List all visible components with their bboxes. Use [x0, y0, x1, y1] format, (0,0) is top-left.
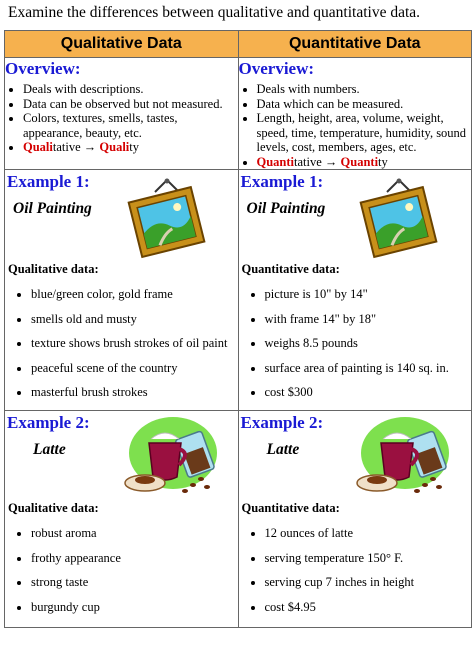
- latte-icon: [123, 413, 219, 497]
- list-item: • texture shows brush strokes of oil paint: [31, 331, 228, 356]
- example2-row: [5, 411, 472, 628]
- overview-title: Overview:: [238, 59, 315, 78]
- list-item: • blue/green color, gold frame: [31, 282, 228, 307]
- list-item: • Deals with numbers.: [257, 82, 472, 97]
- example-title: Example 2:: [7, 413, 90, 432]
- example-title: Example 1:: [240, 172, 324, 191]
- list-item: • Length, height, area, volume, weight, speed, time, temperature, humidity, sound levels, cost, members, ages, etc.: [257, 111, 472, 155]
- data-heading: Qualitative data:: [8, 501, 99, 515]
- list-item: • burgundy cup: [31, 595, 121, 620]
- data-heading: Qualitative data:: [8, 262, 99, 276]
- qualitative-example2: [5, 411, 239, 628]
- overview-list: [239, 82, 472, 169]
- mnemonic-suffix: Quanti: [340, 154, 379, 169]
- list-item: • robust aroma: [31, 521, 121, 546]
- example1-row: [5, 170, 472, 411]
- mnemonic-tail: ty: [129, 140, 139, 154]
- mnemonic-tail: ty: [378, 154, 388, 169]
- qualitative-overview: [5, 58, 239, 170]
- comparison-table: [4, 30, 472, 628]
- list-item: • Data can be observed but not measured.: [23, 97, 238, 112]
- list-item: • picture is 10" by 14": [265, 282, 449, 307]
- list-item: • peaceful scene of the country: [31, 356, 228, 381]
- quantitative-header: Quantitative Data: [238, 31, 472, 58]
- example-name: Oil Painting: [13, 200, 92, 217]
- painting-icon: [125, 178, 209, 262]
- list-item: • serving cup 7 inches in height: [265, 570, 415, 595]
- data-list: [5, 282, 228, 405]
- data-list: [239, 521, 415, 619]
- qualitative-header: Qualitative Data: [5, 31, 239, 58]
- mnemonic-item: [23, 140, 238, 155]
- list-item: • Colors, textures, smells, tastes, appearance, beauty, etc.: [23, 111, 238, 140]
- example-name: Latte: [266, 441, 300, 458]
- quantitative-example1: [238, 170, 472, 411]
- mnemonic-middle: tative →: [52, 140, 100, 154]
- list-item: • weighs 8.5 pounds: [265, 331, 449, 356]
- quantitative-overview: [238, 58, 472, 170]
- data-list: [239, 282, 449, 405]
- list-item: • masterful brush strokes: [31, 380, 228, 405]
- mnemonic-prefix: Quali: [23, 140, 53, 154]
- page-caption: Examine the differences between qualitative and quantitative data.: [8, 4, 421, 21]
- list-item: • smells old and musty: [31, 307, 228, 332]
- list-item: • surface area of painting is 140 sq. in.: [265, 356, 449, 381]
- overview-row: [5, 58, 472, 170]
- header-row: [5, 31, 472, 58]
- overview-title: Overview:: [5, 59, 81, 78]
- mnemonic-middle: tative →: [294, 154, 341, 169]
- quantitative-example2: [238, 411, 472, 628]
- painting-icon: [357, 178, 441, 262]
- overview-list: [5, 82, 238, 155]
- mnemonic-suffix: Quali: [99, 140, 130, 154]
- list-item: • Deals with descriptions.: [23, 82, 238, 97]
- list-item: • 12 ounces of latte: [265, 521, 415, 546]
- qualitative-example1: [5, 170, 239, 411]
- list-item: • cost $300: [265, 380, 449, 405]
- list-item: • frothy appearance: [31, 546, 121, 571]
- mnemonic-item: [257, 155, 472, 170]
- list-item: • serving temperature 150° F.: [265, 546, 415, 571]
- list-item: • strong taste: [31, 570, 121, 595]
- mnemonic-prefix: Quanti: [256, 154, 295, 169]
- example-name: Oil Painting: [246, 200, 326, 217]
- list-item: • Data which can be measured.: [257, 97, 472, 112]
- example-title: Example 2:: [240, 413, 324, 432]
- data-list: [5, 521, 121, 619]
- latte-icon: [355, 413, 451, 497]
- data-heading: Quantitative data:: [241, 501, 340, 515]
- list-item: • cost $4.95: [265, 595, 415, 620]
- example-name: Latte: [33, 441, 66, 458]
- data-heading: Quantitative data:: [241, 262, 340, 276]
- example-title: Example 1:: [7, 172, 90, 191]
- list-item: • with frame 14" by 18": [265, 307, 449, 332]
